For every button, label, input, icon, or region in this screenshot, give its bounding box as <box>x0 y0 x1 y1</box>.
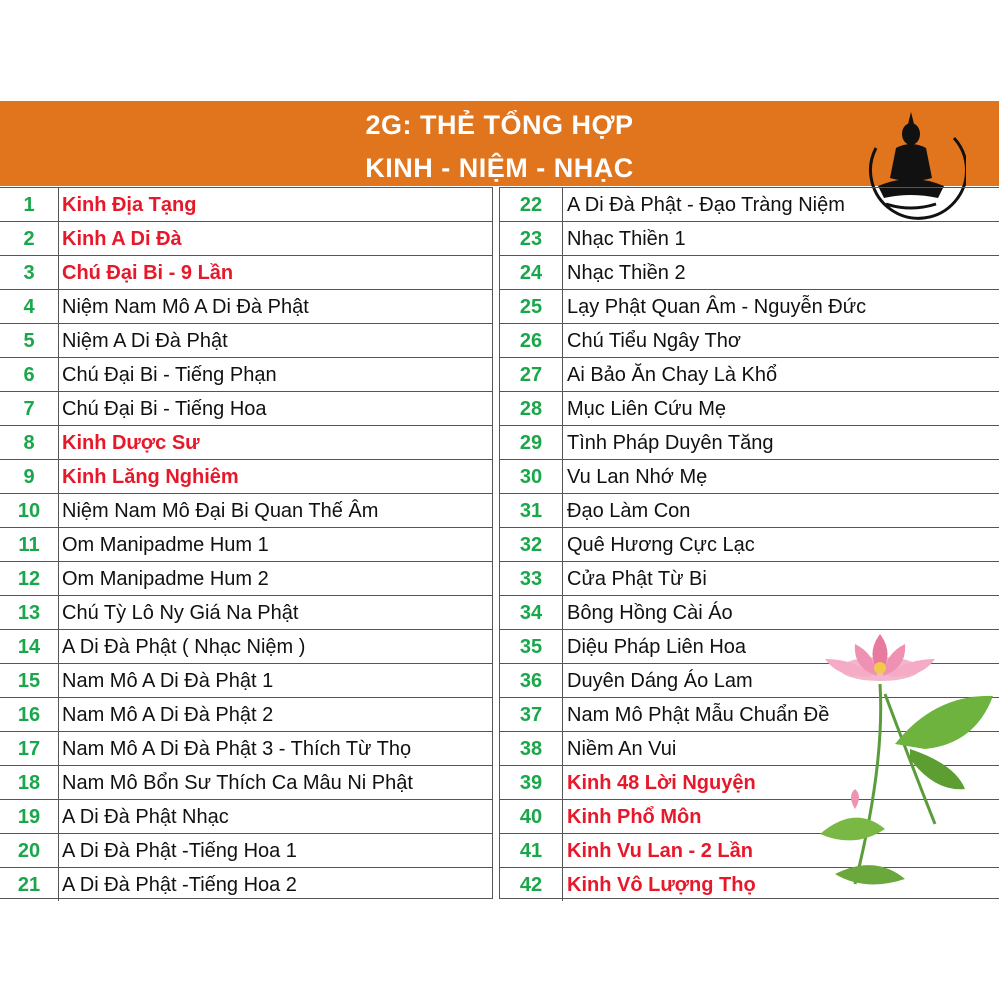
item-number: 40 <box>500 800 563 833</box>
item-name: Nhạc Thiền 2 <box>567 262 686 284</box>
item-number: 41 <box>500 834 563 867</box>
table-row <box>0 698 492 732</box>
item-number: 16 <box>0 698 59 731</box>
page-subtitle: KINH - NIỆM - NHẠC <box>365 153 634 183</box>
item-number: 30 <box>500 460 563 493</box>
table-row <box>0 460 492 494</box>
item-name: A Di Đà Phật -Tiếng Hoa 2 <box>62 874 297 896</box>
table-row <box>500 426 999 460</box>
item-number: 5 <box>0 324 59 357</box>
item-number: 8 <box>0 426 59 459</box>
table-row <box>0 596 492 630</box>
item-name: Kinh Địa Tạng <box>62 194 197 216</box>
table-row <box>0 630 492 664</box>
table-row <box>500 562 999 596</box>
table-row <box>0 732 492 766</box>
item-name: Nam Mô Bổn Sư Thích Ca Mâu Ni Phật <box>62 772 413 794</box>
item-number: 14 <box>0 630 59 663</box>
item-number: 11 <box>0 528 59 561</box>
item-name: A Di Đà Phật -Tiếng Hoa 1 <box>62 840 297 862</box>
table-row <box>0 868 492 901</box>
item-number: 33 <box>500 562 563 595</box>
table-row <box>500 460 999 494</box>
table-row <box>500 324 999 358</box>
item-number: 1 <box>0 188 59 221</box>
item-name: Ai Bảo Ăn Chay Là Khổ <box>567 364 778 386</box>
item-name: Kinh Vu Lan - 2 Lần <box>567 840 753 862</box>
item-name: Chú Đại Bi - Tiếng Hoa <box>62 398 267 420</box>
item-name: Tình Pháp Duyên Tăng <box>567 432 774 454</box>
item-number: 17 <box>0 732 59 765</box>
item-number: 24 <box>500 256 563 289</box>
lotus-icon <box>815 624 995 894</box>
item-name: Kinh 48 Lời Nguyện <box>567 772 756 794</box>
item-name: Mục Liên Cứu Mẹ <box>567 398 727 420</box>
table-row <box>0 800 492 834</box>
item-name: Nam Mô A Di Đà Phật 1 <box>62 670 274 692</box>
item-name: Chú Đại Bi - 9 Lần <box>62 262 234 284</box>
item-name: Om Manipadme Hum 2 <box>62 568 269 590</box>
item-number: 19 <box>0 800 59 833</box>
item-name: Kinh Vô Lượng Thọ <box>567 874 756 896</box>
item-name: Chú Đại Bi - Tiếng Phạn <box>62 364 277 386</box>
item-name: Nam Mô Phật Mẫu Chuẩn Đề <box>567 704 830 726</box>
item-number: 9 <box>0 460 59 493</box>
item-number: 12 <box>0 562 59 595</box>
table-row <box>0 766 492 800</box>
item-number: 34 <box>500 596 563 629</box>
item-name: Chú Tỳ Lô Ny Giá Na Phật <box>62 602 299 624</box>
table-row <box>500 256 999 290</box>
item-name: Kinh Lăng Nghiêm <box>62 466 239 488</box>
table-row <box>0 562 492 596</box>
item-name: Nam Mô A Di Đà Phật 3 - Thích Từ Thọ <box>62 738 412 760</box>
item-name: Cửa Phật Từ Bi <box>567 568 707 590</box>
item-number: 26 <box>500 324 563 357</box>
page-header <box>0 101 999 186</box>
table-row <box>500 222 999 256</box>
item-number: 20 <box>0 834 59 867</box>
table-row <box>0 392 492 426</box>
item-number: 22 <box>500 188 563 221</box>
item-table-left <box>0 187 493 899</box>
item-name: Lạy Phật Quan Âm - Nguyễn Đức <box>567 296 867 318</box>
table-row <box>500 188 999 222</box>
item-name: Nam Mô A Di Đà Phật 2 <box>62 704 274 726</box>
item-number: 4 <box>0 290 59 323</box>
table-row <box>0 324 492 358</box>
item-number: 13 <box>0 596 59 629</box>
item-number: 27 <box>500 358 563 391</box>
table-row <box>500 494 999 528</box>
table-row <box>500 528 999 562</box>
item-name: Niệm Nam Mô Đại Bi Quan Thế Âm <box>62 500 379 522</box>
item-number: 15 <box>0 664 59 697</box>
item-name: Niệm Nam Mô A Di Đà Phật <box>62 296 309 318</box>
item-number: 32 <box>500 528 563 561</box>
item-name: Kinh Dược Sư <box>62 432 200 454</box>
item-name: Kinh A Di Đà <box>62 228 182 250</box>
item-name: Niệm A Di Đà Phật <box>62 330 228 352</box>
item-name: Đạo Làm Con <box>567 500 691 522</box>
table-row <box>500 358 999 392</box>
item-number: 35 <box>500 630 563 663</box>
item-name: A Di Đà Phật Nhạc <box>62 806 229 828</box>
item-number: 2 <box>0 222 59 255</box>
table-row <box>0 256 492 290</box>
table-row <box>0 528 492 562</box>
table-row <box>0 426 492 460</box>
item-name: Bông Hồng Cài Áo <box>567 602 733 624</box>
item-number: 31 <box>500 494 563 527</box>
item-number: 37 <box>500 698 563 731</box>
item-name: Nhạc Thiền 1 <box>567 228 686 250</box>
item-name: A Di Đà Phật - Đạo Tràng Niệm <box>567 194 845 216</box>
table-row <box>0 834 492 868</box>
item-name: Chú Tiểu Ngây Thơ <box>567 330 741 352</box>
table-row <box>0 188 492 222</box>
item-number: 23 <box>500 222 563 255</box>
item-number: 3 <box>0 256 59 289</box>
item-name: Kinh Phổ Môn <box>567 806 702 828</box>
item-number: 38 <box>500 732 563 765</box>
item-name: Om Manipadme Hum 1 <box>62 534 269 556</box>
table-row <box>0 494 492 528</box>
item-number: 7 <box>0 392 59 425</box>
table-row <box>500 392 999 426</box>
page-title: 2G: THẺ TỔNG HỢP <box>365 110 634 140</box>
item-number: 36 <box>500 664 563 697</box>
item-number: 39 <box>500 766 563 799</box>
item-number: 25 <box>500 290 563 323</box>
item-number: 6 <box>0 358 59 391</box>
table-row <box>0 664 492 698</box>
item-name: Diệu Pháp Liên Hoa <box>567 636 747 658</box>
table-row <box>0 290 492 324</box>
item-number: 28 <box>500 392 563 425</box>
item-number: 18 <box>0 766 59 799</box>
table-row <box>500 290 999 324</box>
item-name: Duyên Dáng Áo Lam <box>567 670 753 692</box>
item-number: 10 <box>0 494 59 527</box>
item-name: Niềm An Vui <box>567 738 677 760</box>
item-name: A Di Đà Phật ( Nhạc Niệm ) <box>62 636 306 658</box>
item-name: Vu Lan Nhớ Mẹ <box>567 466 708 488</box>
table-row <box>0 222 492 256</box>
item-name: Quê Hương Cực Lạc <box>567 534 755 556</box>
item-number: 29 <box>500 426 563 459</box>
table-row <box>0 358 492 392</box>
item-number: 42 <box>500 868 563 901</box>
item-number: 21 <box>0 868 59 901</box>
